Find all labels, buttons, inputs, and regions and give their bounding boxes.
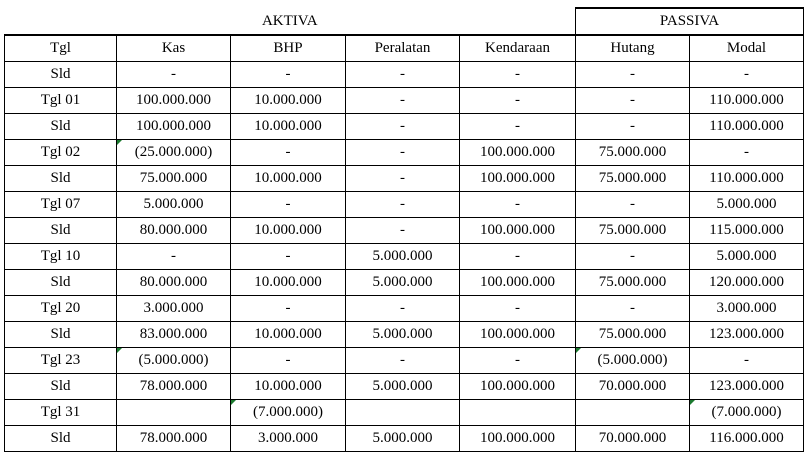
col-header-modal: Modal (690, 35, 804, 62)
table-cell[interactable]: 5.000.000 (346, 244, 460, 270)
table-cell[interactable]: (7.000.000) (690, 400, 804, 426)
table-row (5, 114, 804, 140)
table-row (5, 374, 804, 400)
table-cell[interactable]: 5.000.000 (346, 270, 460, 296)
table-cell[interactable]: - (231, 140, 346, 166)
table-cell[interactable]: 3.000.000 (690, 296, 804, 322)
table-cell[interactable]: 5.000.000 (117, 192, 231, 218)
table-body (5, 8, 804, 452)
table-cell[interactable]: - (117, 244, 231, 270)
table-cell[interactable]: 116.000.000 (690, 426, 804, 452)
table-cell[interactable]: - (690, 140, 804, 166)
table-cell[interactable]: - (576, 192, 690, 218)
balance-table (4, 7, 804, 452)
table-cell[interactable]: 75.000.000 (576, 218, 690, 244)
table-cell[interactable]: - (346, 62, 460, 88)
table-cell[interactable]: Sld (5, 218, 117, 244)
table-cell[interactable]: 75.000.000 (576, 270, 690, 296)
table-cell[interactable]: 78.000.000 (117, 374, 231, 400)
table-cell[interactable]: Sld (5, 62, 117, 88)
table-cell[interactable]: 80.000.000 (117, 270, 231, 296)
col-header-peralatan: Peralatan (346, 35, 460, 62)
table-cell[interactable]: 78.000.000 (117, 426, 231, 452)
table-cell[interactable]: Sld (5, 426, 117, 452)
table-cell[interactable]: 115.000.000 (690, 218, 804, 244)
col-header-bhp: BHP (231, 35, 346, 62)
table-cell[interactable]: 100.000.000 (460, 374, 576, 400)
table-row (5, 296, 804, 322)
table-row (5, 244, 804, 270)
table-cell[interactable]: - (460, 88, 576, 114)
table-cell[interactable]: 10.000.000 (231, 114, 346, 140)
table-cell[interactable]: 70.000.000 (576, 374, 690, 400)
table-cell[interactable]: - (460, 296, 576, 322)
table-cell[interactable]: Sld (5, 166, 117, 192)
col-header-kas: Kas (117, 35, 231, 62)
table-cell[interactable]: 10.000.000 (231, 166, 346, 192)
table-row (5, 322, 804, 348)
table-row (5, 140, 804, 166)
table-cell[interactable]: - (576, 62, 690, 88)
table-cell[interactable]: 80.000.000 (117, 218, 231, 244)
table-cell[interactable]: 83.000.000 (117, 322, 231, 348)
table-cell[interactable] (460, 400, 576, 426)
table-row (5, 400, 804, 426)
table-cell[interactable]: 110.000.000 (690, 114, 804, 140)
table-cell[interactable]: 123.000.000 (690, 374, 804, 400)
table-cell[interactable]: - (346, 166, 460, 192)
group-header-row (5, 8, 804, 35)
table-cell[interactable]: 10.000.000 (231, 374, 346, 400)
table-cell[interactable]: 100.000.000 (460, 322, 576, 348)
table-cell[interactable]: Sld (5, 322, 117, 348)
table-cell[interactable]: - (346, 114, 460, 140)
table-cell[interactable]: - (231, 244, 346, 270)
table-cell[interactable]: (5.000.000) (576, 348, 690, 374)
table-cell[interactable]: - (231, 348, 346, 374)
table-cell[interactable]: Tgl 01 (5, 88, 117, 114)
table-cell[interactable]: Tgl 07 (5, 192, 117, 218)
table-cell[interactable]: 110.000.000 (690, 166, 804, 192)
table-cell[interactable]: - (346, 88, 460, 114)
table-cell[interactable]: 100.000.000 (117, 88, 231, 114)
table-row (5, 348, 804, 374)
table-cell[interactable]: - (346, 296, 460, 322)
table-cell[interactable]: - (231, 62, 346, 88)
table-cell[interactable]: 3.000.000 (117, 296, 231, 322)
table-cell[interactable]: - (576, 244, 690, 270)
table-cell[interactable]: - (231, 296, 346, 322)
table-cell[interactable]: 100.000.000 (460, 140, 576, 166)
table-cell[interactable]: 120.000.000 (690, 270, 804, 296)
table-cell[interactable]: 100.000.000 (460, 166, 576, 192)
table-row (5, 270, 804, 296)
table-cell[interactable]: 100.000.000 (460, 426, 576, 452)
table-row (5, 166, 804, 192)
table-cell[interactable]: - (576, 296, 690, 322)
table-cell[interactable]: - (460, 348, 576, 374)
table-cell[interactable]: Tgl 02 (5, 140, 117, 166)
table-cell[interactable]: - (460, 114, 576, 140)
table-cell[interactable]: Tgl 20 (5, 296, 117, 322)
table-cell[interactable]: 5.000.000 (346, 322, 460, 348)
table-cell[interactable]: - (460, 244, 576, 270)
table-cell[interactable]: 10.000.000 (231, 218, 346, 244)
table-cell[interactable]: - (346, 192, 460, 218)
table-cell[interactable]: 70.000.000 (576, 426, 690, 452)
table-cell[interactable]: 75.000.000 (576, 140, 690, 166)
col-header-hutang: Hutang (576, 35, 690, 62)
table-cell[interactable]: 5.000.000 (690, 244, 804, 270)
table-cell[interactable]: Sld (5, 114, 117, 140)
table-cell[interactable] (346, 400, 460, 426)
table-cell[interactable]: 75.000.000 (576, 166, 690, 192)
table-cell[interactable]: Sld (5, 270, 117, 296)
table-row (5, 218, 804, 244)
table-cell[interactable]: 10.000.000 (231, 88, 346, 114)
table-cell[interactable]: 3.000.000 (231, 426, 346, 452)
table-cell[interactable] (117, 400, 231, 426)
table-cell[interactable]: - (231, 192, 346, 218)
table-cell[interactable]: 110.000.000 (690, 88, 804, 114)
table-cell[interactable]: (5.000.000) (117, 348, 231, 374)
table-row (5, 62, 804, 88)
table-cell[interactable]: 10.000.000 (231, 270, 346, 296)
table-cell[interactable]: 100.000.000 (460, 218, 576, 244)
aktiva-header: AKTIVA (5, 8, 576, 35)
table-cell[interactable]: 100.000.000 (117, 114, 231, 140)
table-cell[interactable]: 75.000.000 (117, 166, 231, 192)
table-cell[interactable]: - (690, 62, 804, 88)
table-cell[interactable]: Tgl 23 (5, 348, 117, 374)
table-cell[interactable]: 5.000.000 (690, 192, 804, 218)
table-row (5, 426, 804, 452)
passiva-header: PASSIVA (576, 8, 804, 35)
table-cell[interactable]: (7.000.000) (231, 400, 346, 426)
table-cell[interactable]: - (117, 62, 231, 88)
table-cell[interactable]: 10.000.000 (231, 322, 346, 348)
table-cell[interactable]: 123.000.000 (690, 322, 804, 348)
table-row (5, 88, 804, 114)
table-cell[interactable]: - (576, 114, 690, 140)
table-cell[interactable]: 100.000.000 (460, 270, 576, 296)
table-cell[interactable]: - (346, 218, 460, 244)
table-cell[interactable]: 5.000.000 (346, 374, 460, 400)
table-cell[interactable]: Tgl 10 (5, 244, 117, 270)
col-header-kendaraan: Kendaraan (460, 35, 576, 62)
table-cell[interactable] (576, 400, 690, 426)
column-header-row (5, 35, 804, 62)
table-cell[interactable]: - (576, 88, 690, 114)
table-cell[interactable]: 75.000.000 (576, 322, 690, 348)
table-cell[interactable]: - (690, 348, 804, 374)
table-row (5, 192, 804, 218)
table-cell[interactable]: - (346, 140, 460, 166)
table-cell[interactable]: 5.000.000 (346, 426, 460, 452)
table-cell[interactable]: (25.000.000) (117, 140, 231, 166)
table-cell[interactable]: - (460, 62, 576, 88)
col-header-tgl: Tgl (5, 35, 117, 62)
table-cell[interactable]: Sld (5, 374, 117, 400)
table-cell[interactable]: - (460, 192, 576, 218)
table-cell[interactable]: Tgl 31 (5, 400, 117, 426)
table-cell[interactable]: - (346, 348, 460, 374)
